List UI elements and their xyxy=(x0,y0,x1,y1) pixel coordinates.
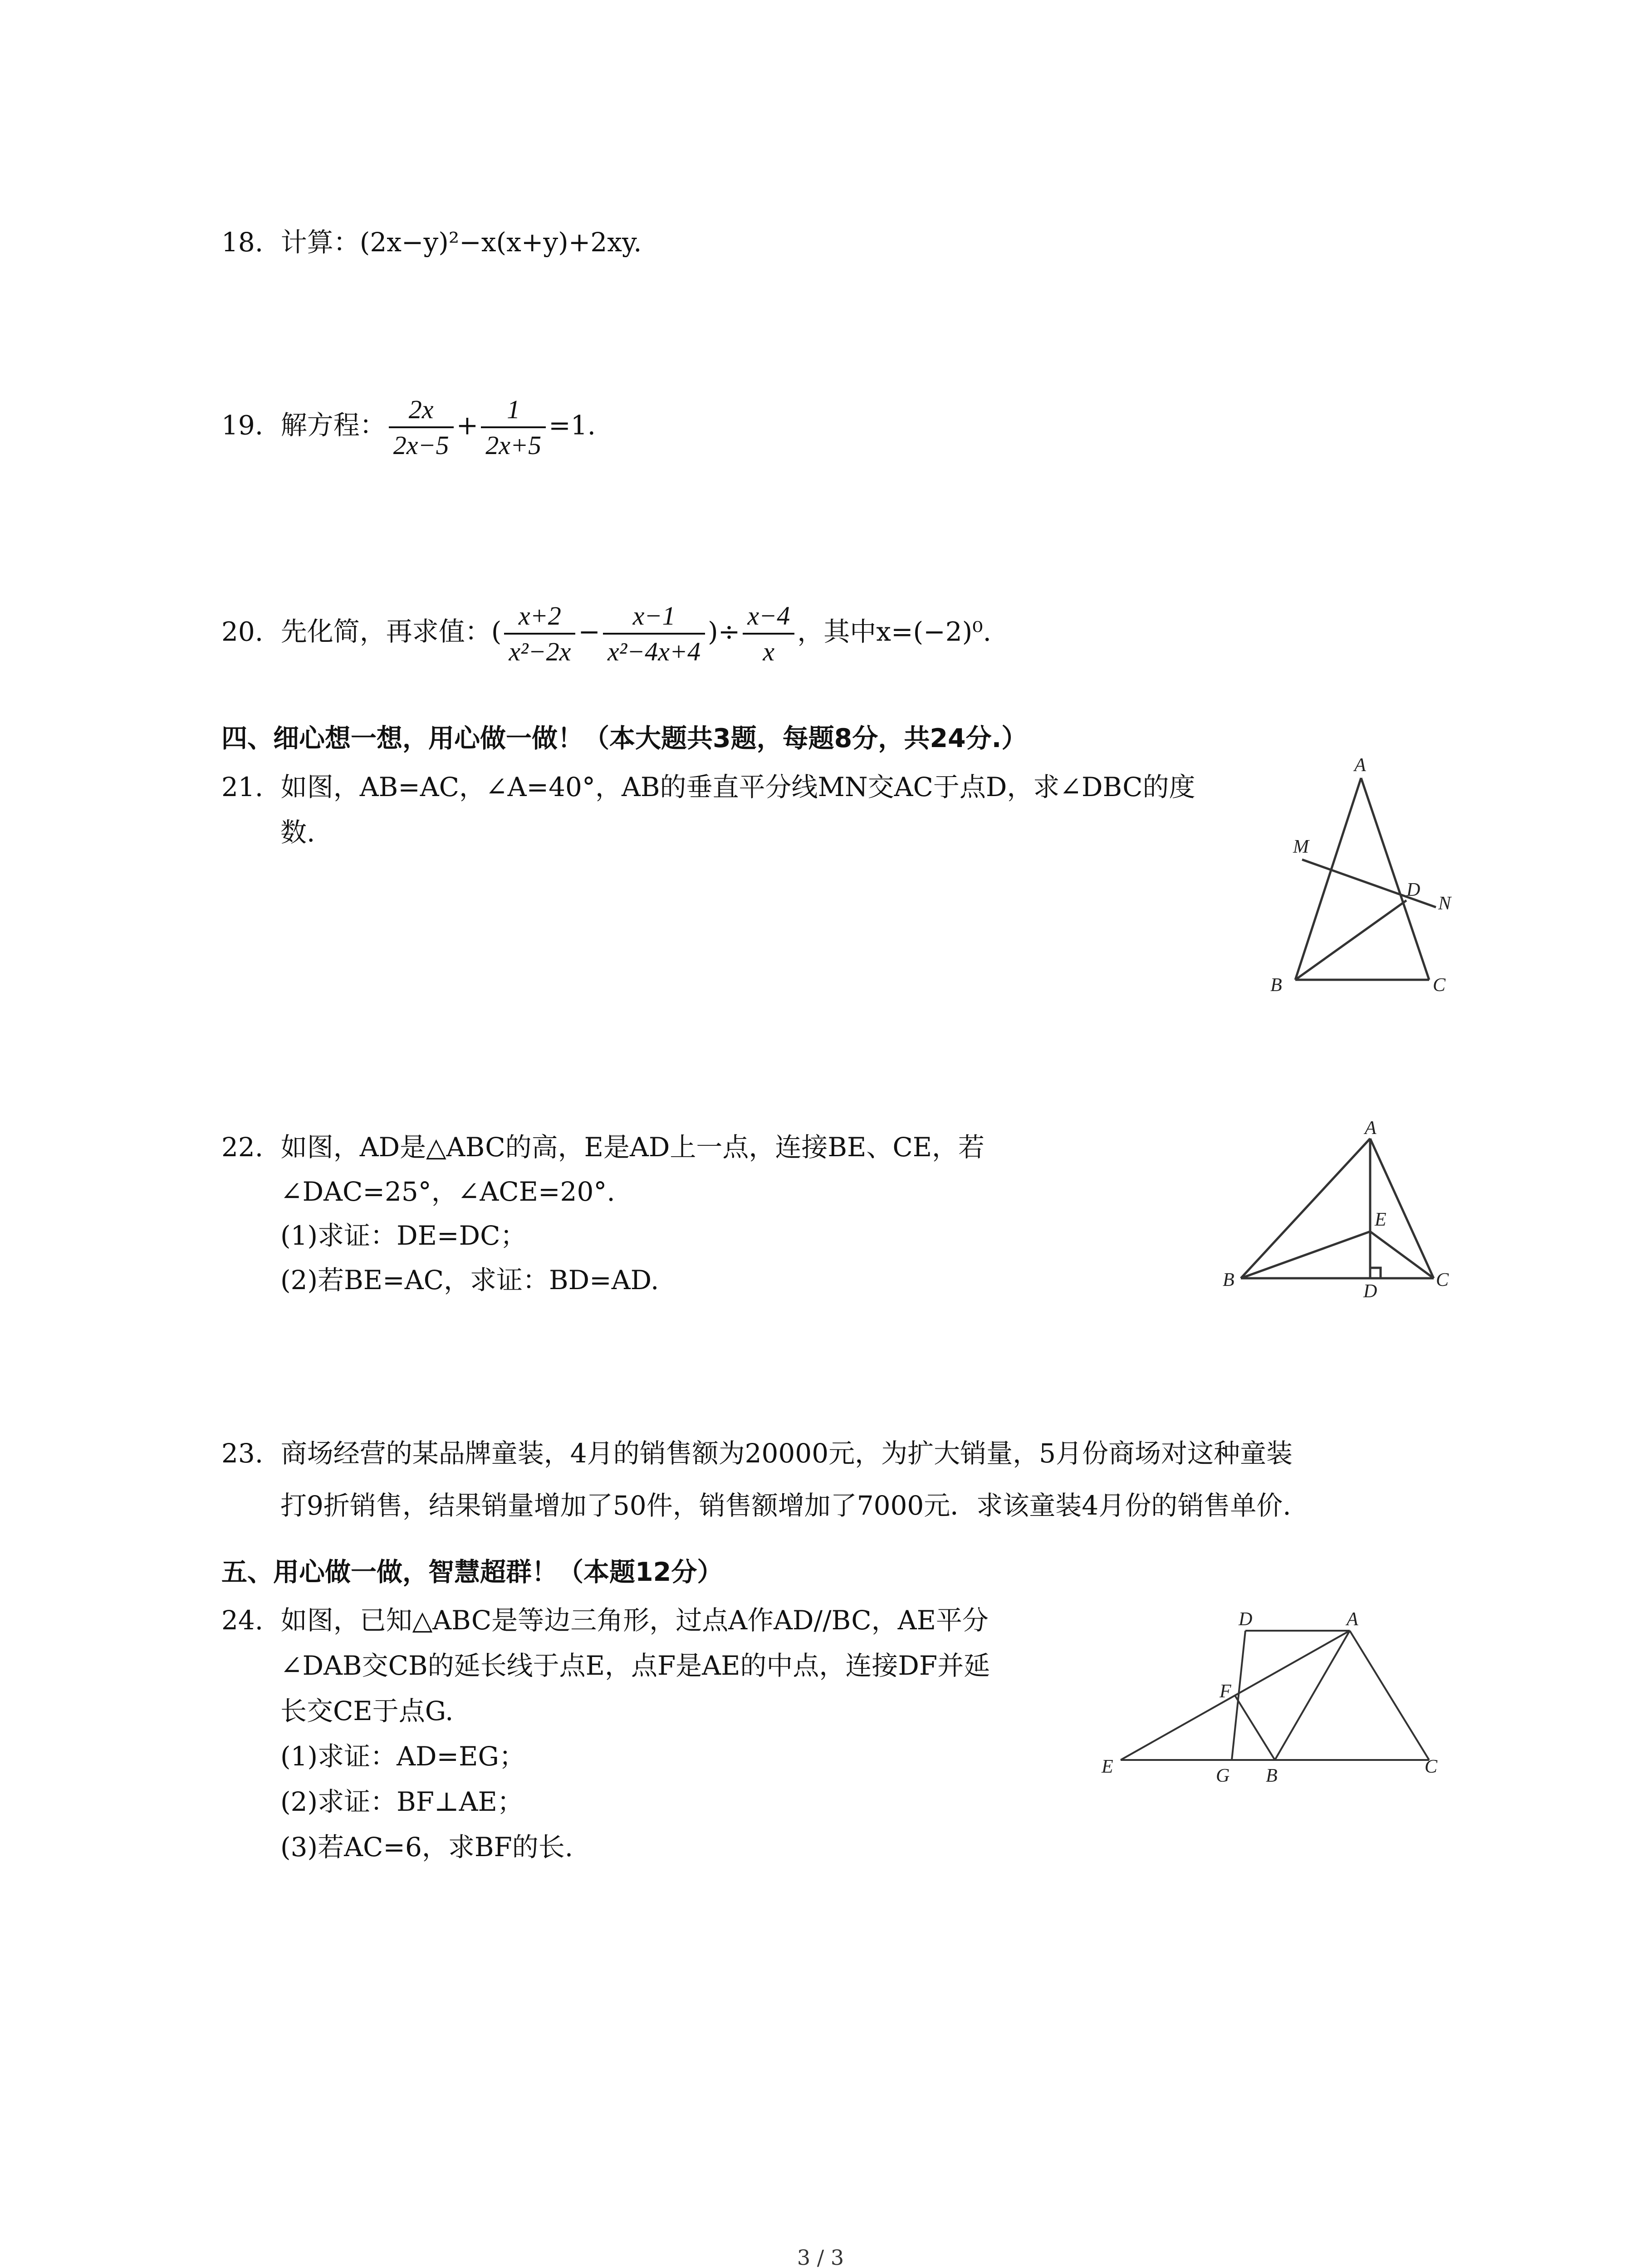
question-number: 21. xyxy=(221,772,264,802)
label-G: G xyxy=(1216,1765,1230,1786)
label-C: C xyxy=(1436,1270,1449,1290)
question-20: 20. 先化简，再求值：( $\frac{x+2}{\text{x²−2x}}$ − $\frac{x-1}{\text{x²−4x+4}}$ )÷ $\frac{x-4}{x}$ ，其中x=(−2)⁰. xyxy=(221,599,991,669)
label-A: A xyxy=(1365,1118,1376,1139)
label-D: D xyxy=(1363,1281,1377,1302)
question-24-line-2: ∠DAB交CB的延长线于点E，点F是AE的中点，连接DF并延 xyxy=(280,1650,990,1681)
label-M: M xyxy=(1293,836,1309,857)
question-number: 23. xyxy=(221,1438,264,1469)
question-22-line-4: (2)若BE=AC，求证：BD=AD. xyxy=(280,1265,659,1295)
question-21-line-2: 数. xyxy=(280,817,315,848)
label-E: E xyxy=(1102,1756,1113,1777)
question-22-line-3: (1)求证：DE=DC； xyxy=(280,1220,527,1251)
question-number: 24. xyxy=(221,1605,264,1636)
label-C: C xyxy=(1433,975,1446,996)
question-number: 19. xyxy=(221,410,264,441)
section-heading-4: 四、细心想一想，用心做一做！（本大题共3题，每题8分，共24分.） xyxy=(221,723,1028,753)
label-B: B xyxy=(1270,975,1282,996)
label-E: E xyxy=(1375,1209,1386,1230)
question-line-1: 商场经营的某品牌童装，4月的销售额为20000元，为扩大销量，5月份商场对这种童装 xyxy=(280,1438,1293,1469)
label-F: F xyxy=(1220,1681,1231,1702)
question-tail: =1. xyxy=(549,410,596,441)
question-text: 计算：(2x−y)²−x(x+y)+2xy. xyxy=(280,227,642,258)
question-24-line-6: (3)若AC=6，求BF的长. xyxy=(280,1832,573,1862)
fraction-1: $\frac{x+2}{\text{x²−2x}}$ xyxy=(504,599,575,669)
question-line-1: 如图，已知△ABC是等边三角形，过点A作AD//BC，AE平分 xyxy=(280,1605,989,1636)
label-N: N xyxy=(1438,893,1451,914)
question-tail: ，其中x=(−2)⁰. xyxy=(797,616,991,647)
page-number: 3 / 3 xyxy=(797,2245,844,2268)
fraction-2: $\frac{1}{2x+5}$ xyxy=(481,392,546,463)
question-24-line-3: 长交CE于点G. xyxy=(280,1696,454,1726)
question-prefix: 先化简，再求值：( xyxy=(280,616,502,647)
question-number: 20. xyxy=(221,616,264,647)
question-number: 18. xyxy=(221,227,264,258)
question-line-1: 如图，AD是△ABC的高，E是AD上一点，连接BE、CE，若 xyxy=(280,1132,985,1163)
label-B: B xyxy=(1266,1765,1278,1786)
question-22-line-2: ∠DAC=25°，∠ACE=20°. xyxy=(280,1176,615,1207)
label-C: C xyxy=(1425,1756,1438,1777)
fraction-3: $\frac{x-4}{x}$ xyxy=(743,599,794,669)
question-24-line-5: (2)求证：BF⊥AE； xyxy=(280,1786,524,1817)
label-A: A xyxy=(1347,1609,1358,1630)
fraction-2: $\frac{x-1}{\text{x²−4x+4}}$ xyxy=(603,599,705,669)
label-D: D xyxy=(1239,1609,1253,1630)
label-A: A xyxy=(1354,755,1366,776)
question-23-line-2: 打9折销售，结果销量增加了50件，销售额增加了7000元．求该童装4月份的销售单价. xyxy=(280,1490,1291,1521)
label-B: B xyxy=(1223,1270,1234,1290)
question-line-1: 如图，AB=AC，∠A=40°，AB的垂直平分线MN交AC于点D，求∠DBC的度 xyxy=(280,772,1195,802)
fraction-1: $\frac{2x}{2x-5}$ xyxy=(389,392,454,463)
question-prefix: 解方程： xyxy=(280,410,386,441)
question-24-line-4: (1)求证：AD=EG； xyxy=(280,1741,525,1772)
section-heading-5: 五、用心做一做，智慧超群！（本题12分） xyxy=(221,1557,723,1587)
label-D: D xyxy=(1406,880,1421,900)
question-19: 19. 解方程： $\frac{2x}{2x-5}$ + $\frac{1}{2x+5}$ =1. xyxy=(221,392,596,463)
question-number: 22. xyxy=(221,1132,264,1163)
